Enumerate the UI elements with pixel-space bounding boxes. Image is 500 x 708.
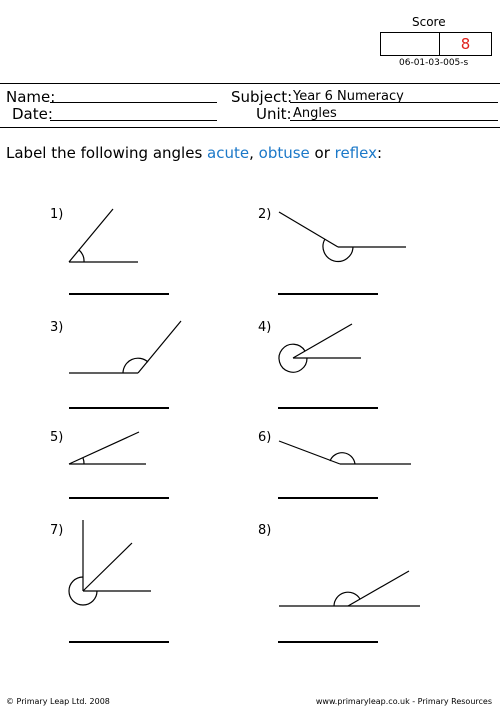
question-2-number: 2) (258, 207, 272, 222)
score-value: 8 (460, 35, 471, 53)
answer-line-5[interactable] (69, 497, 169, 499)
answer-line-7[interactable] (69, 641, 169, 643)
instruction-sep1: , (249, 144, 259, 162)
angle-4-figure (279, 324, 361, 372)
footer-website: www.primaryleap.co.uk - Primary Resources (315, 697, 492, 706)
question-3-number: 3) (50, 320, 64, 335)
unit-label: Unit: (256, 105, 292, 123)
angle-8-figure (279, 571, 420, 606)
answer-line-3[interactable] (69, 407, 169, 409)
answer-line-1[interactable] (69, 293, 169, 295)
angle-1-figure (69, 209, 138, 262)
question-6-number: 6) (258, 430, 272, 445)
question-4-number: 4) (258, 320, 272, 335)
subject-label: Subject: (231, 88, 293, 106)
worksheet-code: 06-01-03-005-s (399, 58, 469, 68)
subject-value: Year 6 Numeracy (293, 89, 404, 104)
score-label: Score (412, 15, 446, 29)
word-reflex: reflex (334, 144, 378, 162)
question-8-number: 8) (258, 523, 272, 538)
angle-7-figure (69, 520, 151, 605)
angle-5-figure (69, 432, 146, 464)
angle-6-figure (279, 441, 411, 464)
name-label: Name: (6, 88, 56, 106)
word-obtuse: obtuse (258, 144, 310, 162)
answer-line-2[interactable] (278, 293, 378, 295)
answer-line-8[interactable] (278, 641, 378, 643)
angle-2-figure (279, 212, 406, 261)
answer-line-4[interactable] (278, 407, 378, 409)
angle-3-figure (69, 321, 181, 373)
instruction-prefix: Label the following angles (6, 144, 208, 162)
question-7-number: 7) (50, 523, 64, 538)
word-acute: acute (207, 144, 250, 162)
instruction-sep2: or (309, 144, 335, 162)
answer-line-6[interactable] (278, 497, 378, 499)
unit-value: Angles (293, 106, 337, 121)
footer-copyright: © Primary Leap Ltd. 2008 (6, 697, 110, 706)
question-1-number: 1) (50, 207, 64, 222)
question-5-number: 5) (50, 430, 64, 445)
date-label: Date: (12, 105, 53, 123)
instruction-suffix: : (377, 144, 383, 162)
